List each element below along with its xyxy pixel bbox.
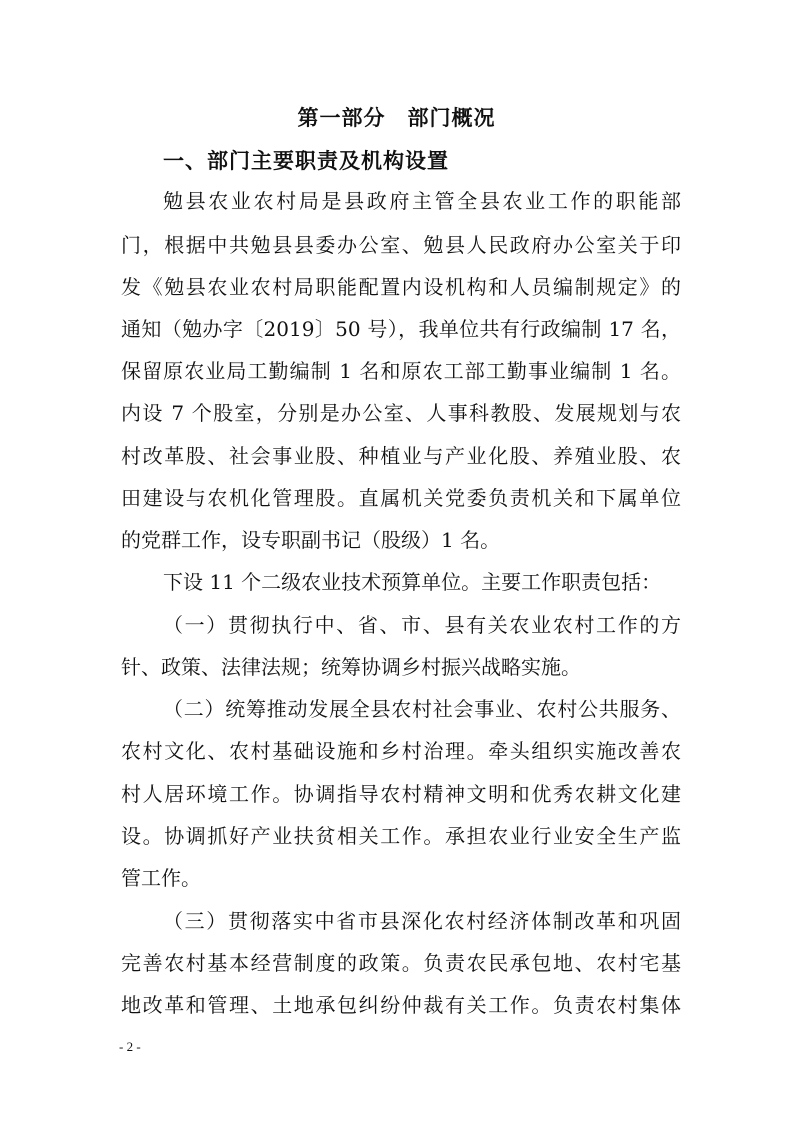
paragraph-line: 管工作。 (121, 866, 201, 890)
paragraph-line: 通知（勉办字〔2019〕50 号），我单位共有行政编制 17 名， (121, 317, 681, 341)
paragraph-line: 门，根据中共勉县县委办公室、勉县人民政府办公室关于印 (121, 233, 681, 257)
paragraph-line: 完善农村基本经营制度的政策。负责农民承包地、农村宅基 (121, 951, 681, 975)
page-number: - 2 - (119, 1039, 141, 1054)
paragraph-line: 下设 11 个二级农业技术预算单位。主要工作职责包括： (163, 570, 662, 594)
paragraph-line: 保留原农业局工勤编制 1 名和原农工部工勤事业编制 1 名。 (121, 359, 681, 383)
paragraph-line: 田建设与农机化管理股。直属机关党委负责机关和下属单位 (121, 486, 681, 510)
paragraph-line: 村改革股、社会事业股、种植业与产业化股、养殖业股、农 (121, 444, 681, 468)
paragraph-line: 村人居环境工作。协调指导农村精神文明和优秀农耕文化建 (121, 782, 681, 806)
paragraph-line: 内设 7 个股室，分别是办公室、人事科教股、发展规划与农 (121, 401, 681, 425)
paragraph-line: 勉县农业农村局是县政府主管全县农业工作的职能部 (163, 189, 681, 213)
paragraph-line: （二）统筹推动发展全县农村社会事业、农村公共服务、 (163, 697, 681, 721)
paragraph-line: 农村文化、农村基础设施和乡村治理。牵头组织实施改善农 (121, 739, 681, 763)
paragraph-line: （一）贯彻执行中、省、市、县有关农业农村工作的方 (163, 613, 681, 637)
section-heading: 一、部门主要职责及机构设置 (163, 148, 449, 173)
page-title: 第一部分 部门概况 (297, 105, 496, 130)
paragraph-line: （三）贯彻落实中省市县深化农村经济体制改革和巩固 (163, 909, 681, 933)
paragraph-line: 地改革和管理、土地承包纠纷仲裁有关工作。负责农村集体 (121, 993, 681, 1017)
paragraph-line: 的党群工作，设专职副书记（股级）1 名。 (121, 528, 501, 552)
paragraph-line: 设。协调抓好产业扶贫相关工作。承担农业行业安全生产监 (121, 824, 681, 848)
paragraph-line: 针、政策、法律法规；统筹协调乡村振兴战略实施。 (121, 655, 581, 679)
paragraph-line: 发《勉县农业农村局职能配置内设机构和人员编制规定》的 (121, 275, 681, 299)
